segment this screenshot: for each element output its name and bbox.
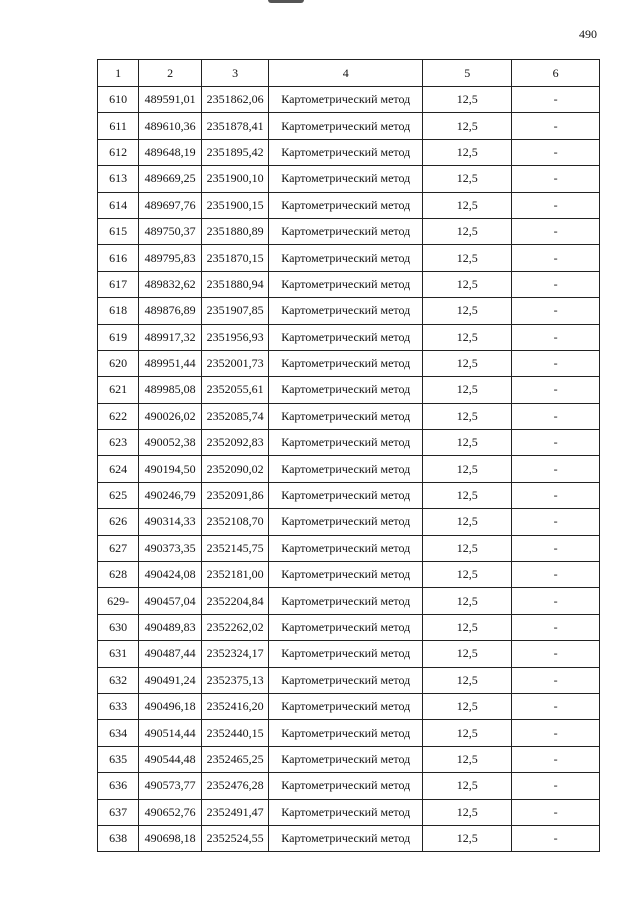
- cell-coordinate-x: 490652,76: [139, 799, 202, 825]
- cell-point-number: 632: [98, 667, 139, 693]
- cell-coordinate-x: 490457,04: [139, 588, 202, 614]
- table-row: [98, 509, 600, 535]
- cell-coordinate-x: 489985,08: [139, 377, 202, 403]
- cell-coordinate-x: 490487,44: [139, 641, 202, 667]
- cell-method: Картометрический метод: [269, 720, 423, 746]
- cell-method: Картометрический метод: [269, 614, 423, 640]
- table-row: [98, 720, 600, 746]
- cell-accuracy: 12,5: [423, 456, 512, 482]
- table-row: [98, 87, 600, 113]
- cell-note: -: [512, 746, 600, 772]
- cell-coordinate-y: 2351900,10: [202, 166, 269, 192]
- cell-accuracy: 12,5: [423, 324, 512, 350]
- cell-note: -: [512, 430, 600, 456]
- table-row: [98, 113, 600, 139]
- cell-note: -: [512, 324, 600, 350]
- table-row: [98, 588, 600, 614]
- cell-method: Картометрический метод: [269, 271, 423, 297]
- cell-accuracy: 12,5: [423, 245, 512, 271]
- cell-accuracy: 12,5: [423, 562, 512, 588]
- cell-coordinate-y: 2351878,41: [202, 113, 269, 139]
- cell-point-number: 622: [98, 403, 139, 429]
- column-header-5: 5: [423, 60, 512, 87]
- cell-point-number: 614: [98, 192, 139, 218]
- cell-point-number: 636: [98, 773, 139, 799]
- cell-note: -: [512, 456, 600, 482]
- cell-point-number: 613: [98, 166, 139, 192]
- cell-note: -: [512, 218, 600, 244]
- cell-coordinate-y: 2352091,86: [202, 482, 269, 508]
- cell-coordinate-x: 489917,32: [139, 324, 202, 350]
- cell-accuracy: 12,5: [423, 192, 512, 218]
- cell-point-number: 625: [98, 482, 139, 508]
- table-row: [98, 535, 600, 561]
- cell-method: Картометрический метод: [269, 456, 423, 482]
- cell-accuracy: 12,5: [423, 377, 512, 403]
- cell-method: Картометрический метод: [269, 667, 423, 693]
- cell-point-number: 624: [98, 456, 139, 482]
- table-row: [98, 799, 600, 825]
- cell-method: Картометрический метод: [269, 509, 423, 535]
- cell-coordinate-x: 490573,77: [139, 773, 202, 799]
- cell-coordinate-x: 490491,24: [139, 667, 202, 693]
- cell-coordinate-y: 2352491,47: [202, 799, 269, 825]
- table-row: [98, 693, 600, 719]
- cell-point-number: 630: [98, 614, 139, 640]
- cell-note: -: [512, 166, 600, 192]
- table-row: [98, 482, 600, 508]
- cell-coordinate-y: 2352324,17: [202, 641, 269, 667]
- cell-accuracy: 12,5: [423, 641, 512, 667]
- cell-accuracy: 12,5: [423, 482, 512, 508]
- cell-point-number: 611: [98, 113, 139, 139]
- column-header-3: 3: [202, 60, 269, 87]
- cell-coordinate-y: 2352476,28: [202, 773, 269, 799]
- table-row: [98, 403, 600, 429]
- cell-method: Картометрический метод: [269, 113, 423, 139]
- cell-accuracy: 12,5: [423, 825, 512, 851]
- cell-note: -: [512, 693, 600, 719]
- cell-accuracy: 12,5: [423, 166, 512, 192]
- cell-accuracy: 12,5: [423, 350, 512, 376]
- cell-note: -: [512, 87, 600, 113]
- cell-point-number: 635: [98, 746, 139, 772]
- cell-note: -: [512, 535, 600, 561]
- cell-coordinate-y: 2352001,73: [202, 350, 269, 376]
- cell-coordinate-x: 489951,44: [139, 350, 202, 376]
- cell-point-number: 618: [98, 298, 139, 324]
- cell-method: Картометрический метод: [269, 535, 423, 561]
- cell-point-number: 626: [98, 509, 139, 535]
- cell-method: Картометрический метод: [269, 298, 423, 324]
- cell-coordinate-x: 489610,36: [139, 113, 202, 139]
- cell-accuracy: 12,5: [423, 588, 512, 614]
- cell-point-number: 637: [98, 799, 139, 825]
- cell-accuracy: 12,5: [423, 693, 512, 719]
- column-header-6: 6: [512, 60, 600, 87]
- cell-point-number: 617: [98, 271, 139, 297]
- cell-coordinate-y: 2351895,42: [202, 139, 269, 165]
- cell-coordinate-x: 490052,38: [139, 430, 202, 456]
- cell-method: Картометрический метод: [269, 192, 423, 218]
- cell-coordinate-x: 489750,37: [139, 218, 202, 244]
- cell-coordinate-y: 2352090,02: [202, 456, 269, 482]
- cell-accuracy: 12,5: [423, 403, 512, 429]
- table-row: [98, 271, 600, 297]
- cell-accuracy: 12,5: [423, 218, 512, 244]
- cell-method: Картометрический метод: [269, 773, 423, 799]
- cell-point-number: 633: [98, 693, 139, 719]
- table-row: [98, 562, 600, 588]
- cell-method: Картометрический метод: [269, 746, 423, 772]
- table-row: [98, 614, 600, 640]
- cell-coordinate-x: 490314,33: [139, 509, 202, 535]
- table-row: [98, 641, 600, 667]
- cell-point-number: 623: [98, 430, 139, 456]
- column-header-2: 2: [139, 60, 202, 87]
- cell-note: -: [512, 403, 600, 429]
- cell-point-number: 619: [98, 324, 139, 350]
- cell-accuracy: 12,5: [423, 113, 512, 139]
- cell-method: Картометрический метод: [269, 245, 423, 271]
- cell-method: Картометрический метод: [269, 588, 423, 614]
- cell-note: -: [512, 614, 600, 640]
- cell-accuracy: 12,5: [423, 139, 512, 165]
- cell-coordinate-y: 2352145,75: [202, 535, 269, 561]
- cell-coordinate-x: 489697,76: [139, 192, 202, 218]
- cell-method: Картометрический метод: [269, 799, 423, 825]
- coordinates-table: [97, 59, 600, 852]
- cell-coordinate-x: 489876,89: [139, 298, 202, 324]
- cell-point-number: 629-: [98, 588, 139, 614]
- cell-coordinate-x: 490424,08: [139, 562, 202, 588]
- cell-method: Картометрический метод: [269, 825, 423, 851]
- cell-note: -: [512, 509, 600, 535]
- cell-method: Картометрический метод: [269, 350, 423, 376]
- cell-point-number: 631: [98, 641, 139, 667]
- cell-note: -: [512, 667, 600, 693]
- cell-accuracy: 12,5: [423, 799, 512, 825]
- cell-coordinate-x: 490489,83: [139, 614, 202, 640]
- scan-artifact-mark: [268, 0, 304, 3]
- cell-point-number: 627: [98, 535, 139, 561]
- cell-method: Картометрический метод: [269, 482, 423, 508]
- cell-point-number: 638: [98, 825, 139, 851]
- cell-accuracy: 12,5: [423, 430, 512, 456]
- table-row: [98, 245, 600, 271]
- cell-coordinate-y: 2352092,83: [202, 430, 269, 456]
- cell-accuracy: 12,5: [423, 720, 512, 746]
- cell-accuracy: 12,5: [423, 535, 512, 561]
- cell-accuracy: 12,5: [423, 614, 512, 640]
- cell-coordinate-y: 2352085,74: [202, 403, 269, 429]
- cell-note: -: [512, 139, 600, 165]
- cell-note: -: [512, 773, 600, 799]
- cell-note: -: [512, 377, 600, 403]
- cell-point-number: 621: [98, 377, 139, 403]
- cell-method: Картометрический метод: [269, 403, 423, 429]
- cell-method: Картометрический метод: [269, 139, 423, 165]
- table-row: [98, 456, 600, 482]
- cell-accuracy: 12,5: [423, 509, 512, 535]
- cell-coordinate-x: 489795,83: [139, 245, 202, 271]
- cell-note: -: [512, 350, 600, 376]
- cell-coordinate-y: 2351870,15: [202, 245, 269, 271]
- cell-note: -: [512, 641, 600, 667]
- table-body: [98, 87, 600, 852]
- cell-method: Картометрический метод: [269, 693, 423, 719]
- cell-coordinate-y: 2352524,55: [202, 825, 269, 851]
- cell-note: -: [512, 482, 600, 508]
- cell-coordinate-y: 2351907,85: [202, 298, 269, 324]
- cell-point-number: 615: [98, 218, 139, 244]
- cell-coordinate-x: 490194,50: [139, 456, 202, 482]
- cell-method: Картометрический метод: [269, 87, 423, 113]
- cell-coordinate-y: 2352416,20: [202, 693, 269, 719]
- cell-coordinate-y: 2352204,84: [202, 588, 269, 614]
- table-row: [98, 667, 600, 693]
- cell-note: -: [512, 588, 600, 614]
- cell-coordinate-x: 489669,25: [139, 166, 202, 192]
- cell-point-number: 620: [98, 350, 139, 376]
- cell-coordinate-x: 490246,79: [139, 482, 202, 508]
- table-row: [98, 192, 600, 218]
- cell-coordinate-x: 490373,35: [139, 535, 202, 561]
- cell-coordinate-x: 489648,19: [139, 139, 202, 165]
- cell-coordinate-y: 2351956,93: [202, 324, 269, 350]
- table-row: [98, 218, 600, 244]
- cell-coordinate-x: 490514,44: [139, 720, 202, 746]
- cell-accuracy: 12,5: [423, 87, 512, 113]
- table-row: [98, 166, 600, 192]
- cell-coordinate-y: 2352055,61: [202, 377, 269, 403]
- cell-method: Картометрический метод: [269, 377, 423, 403]
- cell-coordinate-y: 2351880,89: [202, 218, 269, 244]
- cell-point-number: 628: [98, 562, 139, 588]
- cell-note: -: [512, 799, 600, 825]
- cell-point-number: 610: [98, 87, 139, 113]
- table-row: [98, 298, 600, 324]
- cell-coordinate-y: 2352108,70: [202, 509, 269, 535]
- cell-coordinate-x: 490698,18: [139, 825, 202, 851]
- table-row: [98, 430, 600, 456]
- cell-note: -: [512, 245, 600, 271]
- cell-note: -: [512, 720, 600, 746]
- table-row: [98, 324, 600, 350]
- cell-accuracy: 12,5: [423, 271, 512, 297]
- cell-method: Картометрический метод: [269, 166, 423, 192]
- cell-coordinate-x: 489832,62: [139, 271, 202, 297]
- cell-method: Картометрический метод: [269, 324, 423, 350]
- cell-accuracy: 12,5: [423, 773, 512, 799]
- cell-method: Картометрический метод: [269, 562, 423, 588]
- table-row: [98, 139, 600, 165]
- table-row: [98, 350, 600, 376]
- cell-note: -: [512, 562, 600, 588]
- page-number: 490: [579, 27, 597, 41]
- cell-coordinate-y: 2352181,00: [202, 562, 269, 588]
- cell-method: Картометрический метод: [269, 641, 423, 667]
- cell-note: -: [512, 271, 600, 297]
- cell-coordinate-y: 2352440,15: [202, 720, 269, 746]
- column-header-4: 4: [269, 60, 423, 87]
- cell-note: -: [512, 298, 600, 324]
- cell-accuracy: 12,5: [423, 746, 512, 772]
- cell-coordinate-x: 489591,01: [139, 87, 202, 113]
- cell-accuracy: 12,5: [423, 667, 512, 693]
- cell-point-number: 612: [98, 139, 139, 165]
- cell-coordinate-y: 2352375,13: [202, 667, 269, 693]
- cell-coordinate-y: 2351900,15: [202, 192, 269, 218]
- cell-coordinate-x: 490544,48: [139, 746, 202, 772]
- table-header-row: [98, 60, 600, 87]
- cell-method: Картометрический метод: [269, 218, 423, 244]
- cell-method: Картометрический метод: [269, 430, 423, 456]
- table-row: [98, 377, 600, 403]
- table-row: [98, 825, 600, 851]
- cell-point-number: 634: [98, 720, 139, 746]
- cell-coordinate-y: 2351862,06: [202, 87, 269, 113]
- table-row: [98, 773, 600, 799]
- cell-note: -: [512, 113, 600, 139]
- cell-note: -: [512, 825, 600, 851]
- cell-coordinate-y: 2352262,02: [202, 614, 269, 640]
- column-header-1: 1: [98, 60, 139, 87]
- cell-point-number: 616: [98, 245, 139, 271]
- table-row: [98, 746, 600, 772]
- cell-accuracy: 12,5: [423, 298, 512, 324]
- cell-note: -: [512, 192, 600, 218]
- cell-coordinate-y: 2352465,25: [202, 746, 269, 772]
- cell-coordinate-x: 490496,18: [139, 693, 202, 719]
- cell-coordinate-y: 2351880,94: [202, 271, 269, 297]
- cell-coordinate-x: 490026,02: [139, 403, 202, 429]
